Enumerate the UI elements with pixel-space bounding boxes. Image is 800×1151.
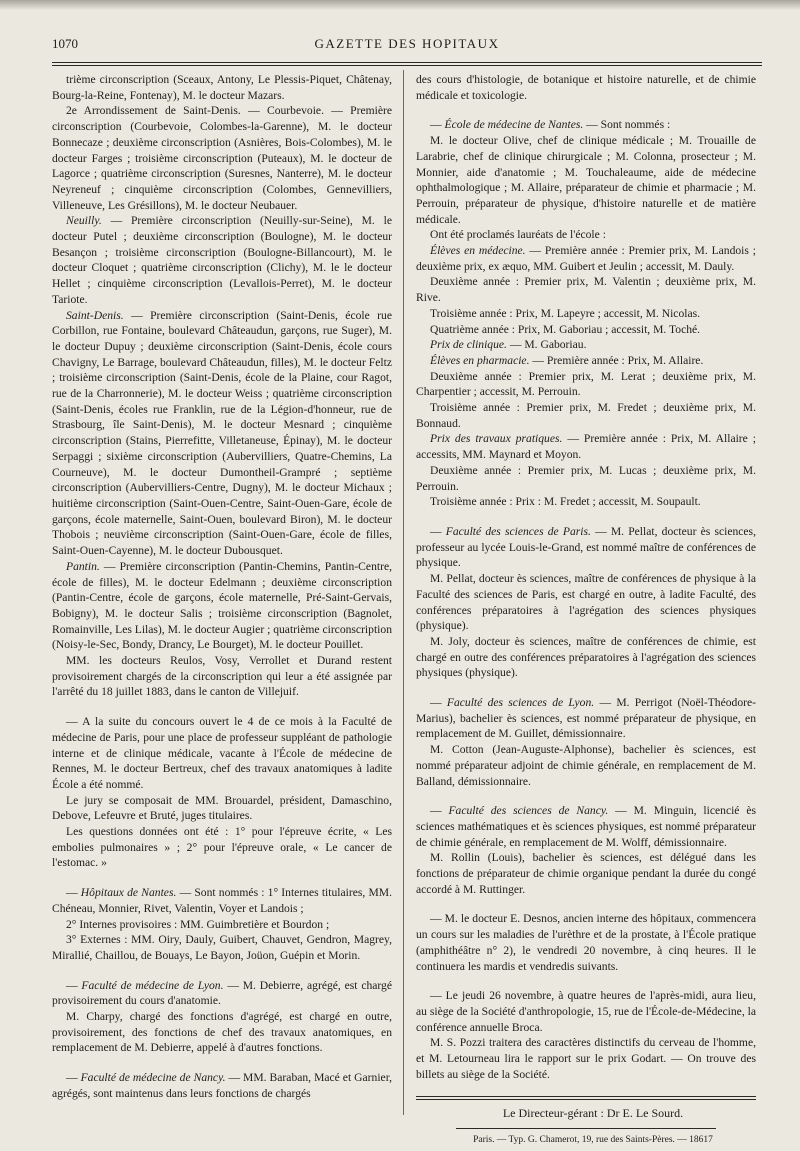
paragraph-dash: — [430, 524, 446, 538]
left-paragraph [52, 213, 392, 307]
page-number: 1070 [52, 36, 78, 51]
paragraph-text: — Première circonscription (Neuilly-sur-Seine), M. le docteur Putel ; deuxième circonscription (Boulogne), M. le docteur Besançon ; troisième circonscription (Boulogne-Billancourt), M. le docteur Cloquet ; quatrième circonscription (Clichy), M. le le docteur Hellet ; cinquième circonscription (Levallois-Perret), M. le docteur Tariote. [52, 214, 392, 306]
left-paragraph [52, 103, 392, 213]
page-header [52, 36, 762, 56]
paragraph-text: Troisième année : Premier prix, M. Fredet ; deuxième prix, M. Bonnaud. [416, 401, 756, 430]
paragraph-text: trième circonscription (Sceaux, Antony, Le Plessis-Piquet, Châtenay, Bourg-la-Reine, Fontenay), M. le docteur Mazars. [52, 73, 392, 102]
right-column [416, 72, 756, 1149]
paragraph-text: M. S. Pozzi traitera des caractères distinctifs du cerveau de l'homme, et M. Letourneau lira le rapport sur le prix Godart. — On trouve des billets au siège de la Société. [416, 1036, 756, 1081]
paragraph-text: 3° Externes : MM. Oiry, Dauly, Guibert, Chauvet, Gendron, Magrey, Mirallié, Chaillou, de Bouays, Le Bayon, Joüon, Guépin et Morin. [52, 933, 392, 962]
running-title: GAZETTE DES HOPITAUX [314, 36, 500, 51]
paragraph-lead: Prix des travaux pratiques. [430, 432, 563, 446]
right-paragraph [416, 494, 756, 510]
paragraph-text: Quatrième année : Prix, M. Gaboriau ; accessit, M. Toché. [430, 322, 701, 336]
paragraph-dash: — [66, 978, 82, 992]
paragraph-text: M. Cotton (Jean-Auguste-Alphonse), bachelier ès sciences, est nommé préparateur adjoint de chimie générale, en remplacement de M. Balland, démissionnaire. [416, 743, 756, 788]
left-paragraph [52, 917, 392, 933]
paragraph-text: Ont été proclamés lauréats de l'école : [430, 228, 606, 242]
left-paragraph [52, 72, 392, 103]
left-paragraph [52, 653, 392, 700]
printer-imprint: Paris. — Typ. G. Chamerot, 19, rue des Saints-Pères. — 18617 [473, 1135, 713, 1146]
right-paragraph [416, 369, 756, 400]
column-divider [403, 70, 404, 1115]
left-paragraph [52, 1070, 392, 1101]
right-paragraph [416, 850, 756, 897]
left-paragraph [52, 978, 392, 1009]
paragraph-lead: Prix de clinique. [430, 338, 507, 352]
right-paragraph [416, 571, 756, 634]
paragraph-text: — Sont nommés : [583, 118, 671, 132]
paragraph-text: — M. Perrigot (Noël-Théodore-Marius), bachelier ès sciences, est nommé préparateur de physique, en remplacement de M. Guillet, démissionnaire. [416, 696, 756, 741]
left-paragraph [52, 932, 392, 963]
left-paragraph [52, 308, 392, 559]
right-paragraph [416, 306, 756, 322]
paragraph-text: — M. le docteur E. Desnos, ancien interne des hôpitaux, commencera un cours sur les maladies de l'urèthre et de la prostate, à l'École pratique (amphithéâtre n° 2), le vendredi 20 novembre, à cinq heures. Il le continuera les mardis et vendredis suivants. [416, 912, 756, 973]
paragraph-lead: Faculté des sciences de Nancy. [448, 804, 609, 818]
paragraph-text: 2e Arrondissement de Saint-Denis. — Courbevoie. — Première circonscription (Courbevoie, Colombes-la-Garenne), M. le docteur Bonnecaze ; deuxième circonscription (Asnières, Bois-Colombes), M. le docteur Farges ; troisième circonscription (Puteaux), M. le docteur de Lagorce ; quatrième circonscription (Suresnes, Nanterre), M. le docteur Neyreneuf ; cinquième circonscription (Colombes, Gennevilliers, Villeneuve, Les Grésillons), M. le docteur Neubauer. [52, 104, 392, 212]
header-rule [52, 62, 762, 66]
right-paragraph [416, 400, 756, 431]
paragraph-text: — M. Minguin, licencié ès sciences mathématiques et ès sciences physiques, est nommé préparateur de chimie générale, en remplacement de M. Wolff, démissionnaire. [416, 804, 756, 849]
paragraph-lead: Faculté de médecine de Lyon. [81, 978, 224, 992]
right-paragraph [416, 353, 756, 369]
paragraph-text: — Première année : Prix, M. Allaire ; accessits, MM. Maynard et Moyon. [416, 432, 756, 462]
paragraph-lead: Saint-Denis. [66, 308, 124, 322]
paragraph-dash: — [66, 1071, 81, 1085]
paragraph-lead: Faculté des sciences de Lyon. [446, 696, 595, 710]
paragraph-text: — Première année : Prix, M. Allaire. [529, 353, 704, 367]
paragraph-text: — A la suite du concours ouvert le 4 de ce mois à la Faculté de médecine de Paris, pour une place de professeur suppléant de pathologie interne et de clinique médicale, vacante à l'École de médecine de Rennes, M. le docteur Bertreux, chef des travaux anatomiques à ladite École a été nommé. [52, 715, 392, 791]
paragraph-text: Deuxième année : Premier prix, M. Lerat ; deuxième prix, M. Charpentier ; accessit, M. Perrouin. [416, 369, 756, 399]
paragraph-text: Deuxième année : Premier prix, M. Lucas ; deuxième prix, M. Perrouin. [416, 463, 756, 493]
right-paragraph [416, 227, 756, 243]
right-paragraph [416, 431, 756, 462]
paragraph-text: — M. Gaboriau. [506, 338, 587, 352]
paragraph-text: 2° Internes provisoires : MM. Guimbretière et Bourdon ; [66, 917, 330, 931]
right-paragraph [416, 337, 756, 353]
paragraph-text: — Le jeudi 26 novembre, à quatre heures de l'après-midi, aura lieu, au siège de la Société d'anthropologie, 15, rue de l'École-de-Médecine, la conférence annuelle Broca. [416, 989, 756, 1034]
right-paragraph [416, 463, 756, 494]
paragraph-dash: — [430, 118, 445, 132]
paragraph-text: — Première année : Premier prix, M. Landois ; deuxième prix, ex æquo, MM. Guibert et Jeulin ; accessit, M. Dauly. [416, 244, 756, 273]
paragraph-text: — Première circonscription (Pantin-Chemins, Pantin-Centre, école de filles), M. le docteur Edelmann ; deuxième circonscription (Pantin-Centre, école de garçons, école maternelle, Pré-Saint-Gervais, Bobigny), M. le docteur Salis ; troisième circonscription (Bagnolet, Romainville, Les Lilas), M. le docteur Augier ; quatrième circonscription (Noisy-le-Sec, Bondy, Drancy, Le Bourget), M. le docteur Pouillet. [52, 559, 392, 652]
left-column [52, 72, 392, 1102]
left-paragraph [52, 793, 392, 824]
paragraph-text: — M. Pellat, docteur ès sciences, professeur au lycée Louis-le-Grand, est nommé maître de conférences de physique. [416, 524, 756, 570]
left-paragraph [52, 559, 392, 653]
paragraph-text: Deuxième année : Premier prix, M. Valentin ; deuxième prix, M. Rive. [416, 275, 756, 305]
right-paragraph [416, 634, 756, 681]
right-paragraph [416, 117, 756, 133]
paragraph-text: M. Pellat, docteur ès sciences, maître de conférences de physique à la Faculté des sciences de Paris, est chargé en outre, à ladite Faculté, des conférences préparatoires à l'agrégation des sciences physiques (physique). [416, 572, 756, 633]
paragraph-lead: Hôpitaux de Nantes. [80, 886, 177, 900]
paragraph-text: — MM. Baraban, Macé et Garnier, agrégés, sont maintenus dans leurs fonctions de chargés [52, 1071, 392, 1100]
paragraph-text: M. Rollin (Louis), bachelier ès sciences, est délégué dans les fonctions de préparateur de chimie organique pendant la durée du congé accordé à M. Ruttinger. [416, 851, 756, 896]
paragraph-lead: Neuilly. [66, 214, 102, 228]
paragraph-dash: — [430, 804, 449, 818]
paragraph-text: M. le docteur Olive, chef de clinique médicale ; M. Trouaille de Larabrie, chef de clinique chirurgicale ; M. Colonna, prosecteur ; M. Monnier, aide d'anatomie ; M. Touchaleaume, aide de médecine ophthalmologique ; M. Allaire, préparateur de chimie et pharmacie ; M. Perrouin, préparateur de physique, d'histoire naturelle et de matière médicale. [416, 134, 756, 226]
page-edge-shadow [0, 0, 800, 10]
right-column-body [416, 72, 756, 1082]
left-paragraph [52, 1009, 392, 1056]
left-paragraph [52, 824, 392, 871]
right-paragraph [416, 274, 756, 305]
left-paragraph [52, 714, 392, 793]
paragraph-lead: Élèves en pharmacie. [430, 353, 530, 367]
right-paragraph [416, 133, 756, 227]
right-paragraph [416, 695, 756, 742]
paragraph-lead: Faculté des sciences de Paris. [445, 524, 591, 538]
paragraph-text: — Sont nommés : 1° Internes titulaires, MM. Chéneau, Monnier, Rivet, Valentin, Voyer et Landois ; [52, 886, 393, 915]
right-paragraph [416, 988, 756, 1035]
left-paragraph [52, 885, 392, 916]
printer-rule [456, 1128, 716, 1129]
right-paragraph [416, 1035, 756, 1082]
right-paragraph [416, 524, 756, 571]
right-paragraph [416, 243, 756, 274]
paragraph-dash: — [66, 886, 81, 900]
paragraph-text: MM. les docteurs Reulos, Vosy, Verrollet et Durand restent provisoirement chargés de la circonscription qui leur a été assignée par l'arrêté du 18 juillet 1883, dans le canton de Villejuif. [52, 654, 392, 699]
right-paragraph [416, 742, 756, 789]
right-paragraph [416, 72, 756, 103]
signature-rule [416, 1096, 756, 1100]
paragraph-text: — M. Debierre, agrégé, est chargé provisoirement du cours d'anatomie. [52, 978, 392, 1008]
paragraph-text: M. Charpy, chargé des fonctions d'agrégé, est chargé en outre, provisoirement, des fonctions de chef des travaux anatomiques, en remplacement de M. Debierre, appelé à d'autres fonctions. [52, 1010, 392, 1055]
right-paragraph [416, 803, 756, 850]
paragraph-text: Troisième année : Prix : M. Fredet ; accessit, M. Soupault. [430, 495, 701, 509]
paragraph-text: Troisième année : Prix, M. Lapeyre ; accessit, M. Nicolas. [430, 306, 701, 320]
paragraph-text: — Première circonscription (Saint-Denis, école rue Corbillon, rue Fontaine, boulevard Châteaudun, garçons, rue Suger), M. le docteur Dupuy ; deuxième circonscription (Saint-Denis, école cours Chavigny, Le Barrage, boulevard Châteaudun, filles), M. le docteur Feltz ; troisième circonscription (Saint-Denis, école de la Plaine, cour Ragot, rue de la Charronnerie), M. le docteur Weiss ; quatrième circonscription (Saint-Denis, écoles rue Franklin, rue de la Légion-d'honneur, rue de Strasbourg, île Saint-Denis), M. le docteur Mesnard ; cinquième circonscription (Stains, Pierrefitte, Villetaneuse, Épinay), M. le docteur Serpaggi ; sixième circonscription (Aubervilliers, Quatre-Chemins, La Courneuve), M. le docteur Dumontheil-Grampré ; septième circonscription (Aubervilliers-Centre, Dugny), M. le docteur Michaux ; huitième circonscription (Saint-Ouen-Centre, Saint-Ouen-Gare, école de garçons, école maternelle, Saint-Ouen, boulevard Biron), M. le docteur Thobois ; neuvième circonscription (Saint-Ouen-Gare, école de filles, Saint-Ouen-Cayenne), M. le docteur Dubousquet. [52, 308, 392, 558]
right-paragraph [416, 322, 756, 338]
director-signature: Le Directeur-gérant : Dr E. Le Sourd. [502, 1106, 684, 1121]
paragraph-lead: Faculté de médecine de Nancy. [80, 1071, 226, 1085]
right-paragraph [416, 911, 756, 974]
paragraph-lead: Élèves en médecine. [430, 244, 526, 258]
paragraph-lead: Pantin. [66, 559, 100, 573]
paragraph-dash: — [430, 696, 447, 710]
paragraph-text: des cours d'histologie, de botanique et histoire naturelle, et de chimie médicale et toxicologie. [416, 73, 756, 102]
paragraph-text: Le jury se composait de MM. Brouardel, président, Damaschino, Debove, Lefeuvre et Bruté, juges titulaires. [52, 793, 392, 823]
paragraph-text: Les questions données ont été : 1° pour l'épreuve écrite, « Les embolies pulmonaires » ; 2° pour l'épreuve orale, « Le cancer de l'estomac. » [52, 825, 392, 870]
paragraph-lead: École de médecine de Nantes. [444, 118, 584, 132]
paragraph-text: M. Joly, docteur ès sciences, maître de conférences de chimie, est chargé en outre des conférences préparatoires à l'agrégation des sciences physiques (physique). [416, 634, 756, 680]
